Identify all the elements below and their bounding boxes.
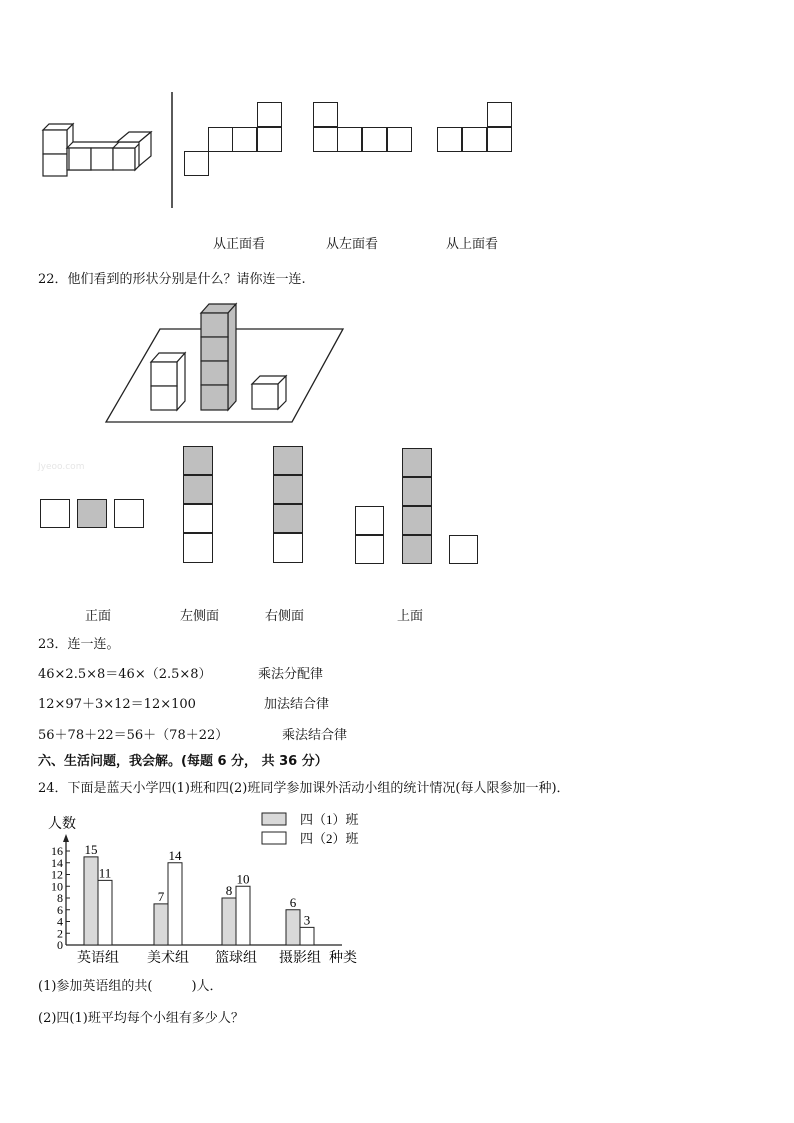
bar [98,880,112,945]
bar [236,886,250,945]
y-tick-label: 6 [57,902,63,917]
bar [300,927,314,945]
q24-sub2: (2)四(1)班平均每个小组有多少人？ [38,1011,244,1026]
q22-question: 22．他们看到的形状分别是什么？请你连一连. [38,272,306,287]
q24-sub1: (1)参加英语组的共( )人． [38,979,223,994]
bar-value-label: 15 [84,841,98,857]
y-tick-label: 10 [51,879,63,894]
q23-right-3: 乘法结合律 [282,728,348,743]
q22-view-right-side: 右侧面 [265,609,305,624]
q23-left-3: 56＋78＋22＝56＋（78＋22） [38,728,229,743]
bar [286,910,300,945]
y-tick-label: 0 [57,938,63,952]
bar-value-label: 8 [225,883,233,898]
bar-value-label: 6 [289,894,297,910]
legend-label: 四（1）班 [300,812,359,827]
section6-title: 六、生活问题，我会解。(每题 6 分， 共 36 分） [38,754,328,769]
x-axis-label: 种类 [329,951,357,966]
y-axis-arrow [63,834,69,842]
y-tick-label: 12 [51,867,63,882]
q23-title: 23．连一连。 [38,637,120,652]
category-label: 篮球组 [215,951,257,966]
bar [84,857,98,945]
y-tick-label: 2 [57,926,63,941]
q24-question: 24．下面是蓝天小学四(1)班和四(2)班同学参加课外活动小组的统计情况(每人限参加一种)． [38,781,570,796]
bar-value-label: 3 [303,912,311,928]
legend-swatch [262,813,286,825]
q22-view-left-side: 左侧面 [180,609,220,624]
category-label: 美术组 [147,951,189,966]
q21-view-front: 从正面看 [213,237,266,252]
bar-value-label: 14 [168,847,182,863]
q23-right-2: 加法结合律 [264,697,330,712]
legend-label: 四（2）班 [300,831,359,846]
q22-view-front: 正面 [85,609,112,624]
bar [168,863,182,945]
bar [154,904,168,945]
y-axis-label: 人数 [48,817,76,832]
q21-view-top: 从上面看 [446,237,499,252]
bar-value-label: 7 [157,888,165,904]
category-label: 英语组 [77,951,119,966]
q23-left-1: 46×2.5×8＝46×（2.5×8） [38,667,212,682]
q23-left-2: 12×97＋3×12＝12×100 [38,697,196,712]
bar [222,898,236,945]
y-tick-label: 4 [57,914,63,929]
bar-value-label: 10 [236,871,250,887]
q21-view-left: 从左面看 [326,237,379,252]
bar-value-label: 11 [98,865,112,881]
legend-swatch [262,832,286,844]
watermark: Jyeoo.com [38,462,85,472]
q22-view-top: 上面 [397,609,424,624]
category-label: 摄影组 [279,951,321,966]
y-tick-label: 8 [57,891,63,905]
y-tick-label: 16 [51,844,63,858]
y-tick-label: 14 [51,855,63,870]
q23-right-1: 乘法分配律 [258,667,324,682]
